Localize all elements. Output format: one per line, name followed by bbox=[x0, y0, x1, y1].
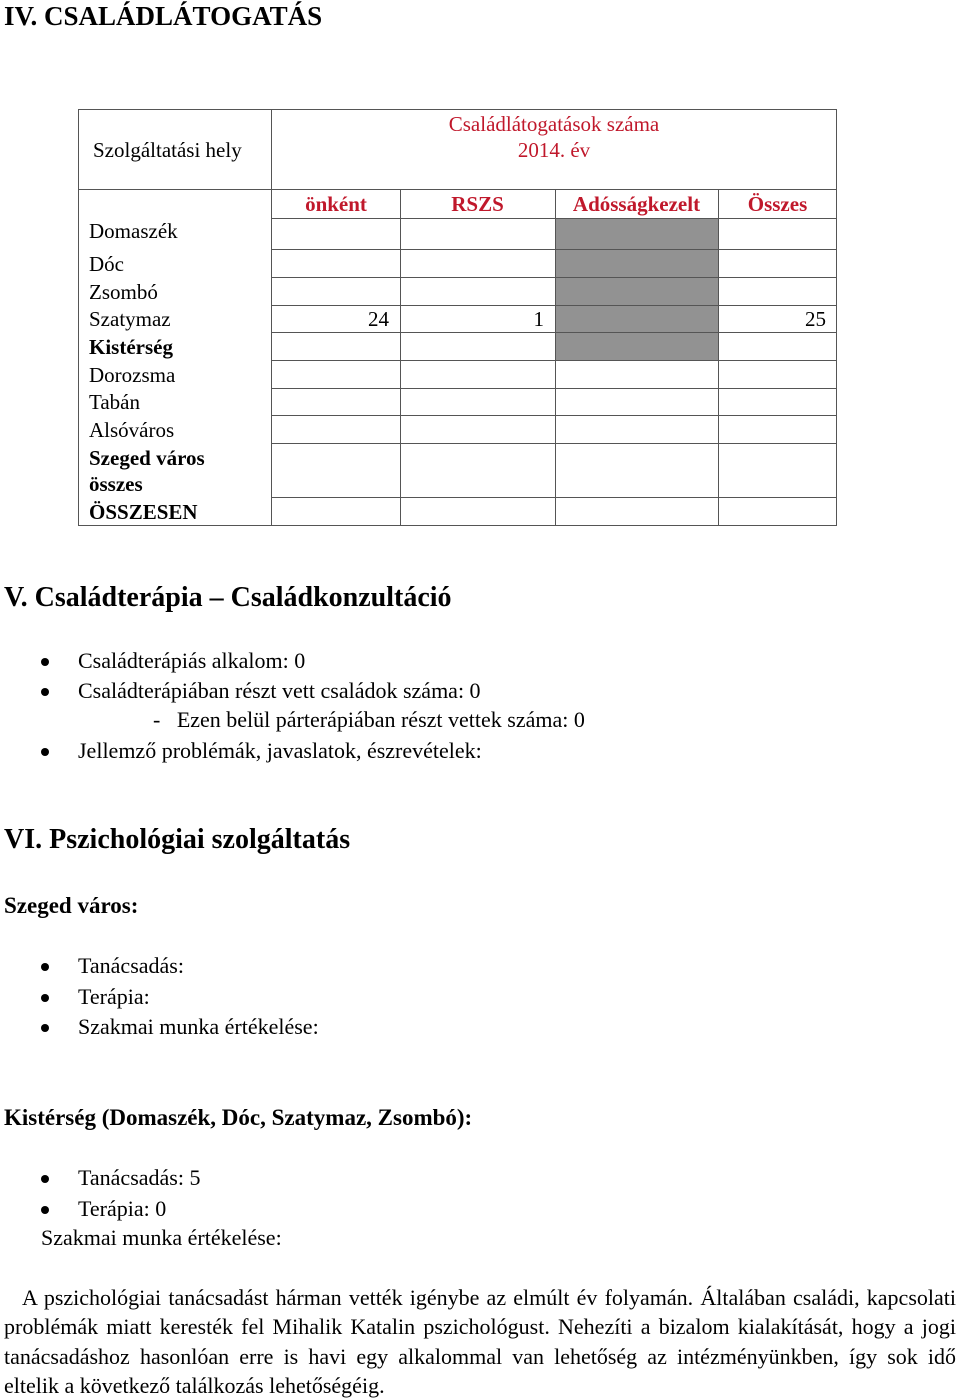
row-place: Szeged város bbox=[89, 446, 205, 470]
section-5-title: V. Családterápia – Családkonzultáció bbox=[4, 582, 452, 613]
list-item: Családterápiás alkalom: 0 bbox=[78, 648, 306, 673]
column-header: Összes bbox=[747, 192, 808, 216]
bullet bbox=[41, 688, 49, 696]
region-eval-label: Szakmai munka értékelése: bbox=[41, 1225, 282, 1250]
shaded-cells bbox=[555, 219, 718, 360]
sub-list-item: - Ezen belül párterápiában részt vettek száma: 0 bbox=[153, 707, 585, 732]
row-place: Szatymaz bbox=[89, 307, 171, 331]
row-place: ÖSSZESEN bbox=[89, 500, 198, 524]
cell-value: 25 bbox=[805, 307, 826, 331]
paragraph-text: A pszichológiai tanácsadást hárman vették igénybe az elmúlt év folyamán. Általában családi, kapcsolati problémák miatt keresték fel Mihalik Katalin pszichológust. Nehezíti a bizalom kialakítását, hogy a jogi tanácsadáshoz hasonlóan erre is havi egy alkalommal van lehetőség az intézményünkben, így sok idő eltelik a következő találkozás lehetőségéig. bbox=[4, 1285, 956, 1398]
cell-value: 1 bbox=[533, 307, 544, 331]
row-place-line2: összes bbox=[89, 472, 143, 496]
bullet bbox=[41, 1024, 49, 1032]
row-place: Alsóváros bbox=[89, 418, 175, 442]
cell-value: 24 bbox=[368, 307, 389, 331]
list-item: Tanácsadás: bbox=[78, 953, 184, 978]
list-item: Szakmai munka értékelése: bbox=[78, 1014, 319, 1039]
list-item: Családterápiában részt vett családok száma: 0 bbox=[78, 678, 481, 703]
city-heading: Szeged város: bbox=[4, 893, 139, 918]
row-place: Dóc bbox=[89, 252, 124, 276]
list-item: Tanácsadás: 5 bbox=[78, 1165, 201, 1190]
bullet bbox=[41, 1206, 49, 1214]
bullet bbox=[41, 1175, 49, 1183]
list-item: Terápia: 0 bbox=[78, 1196, 167, 1221]
bullet bbox=[41, 748, 49, 756]
bullet bbox=[41, 963, 49, 971]
row-place: Domaszék bbox=[89, 219, 178, 243]
column-header: önként bbox=[305, 192, 367, 216]
region-heading: Kistérség (Domaszék, Dóc, Szatymaz, Zsombó): bbox=[4, 1105, 473, 1130]
place-header: Szolgáltatási hely bbox=[93, 138, 242, 162]
column-header: RSZS bbox=[451, 192, 504, 216]
list-item: Terápia: bbox=[78, 984, 150, 1009]
column-header: Adósságkezelt bbox=[572, 192, 701, 216]
visits-header: Családlátogatások száma bbox=[448, 112, 660, 136]
row-place: Zsombó bbox=[89, 280, 158, 304]
row-place: Tabán bbox=[89, 390, 141, 414]
family-visits-table bbox=[78, 109, 837, 526]
bullet bbox=[41, 994, 49, 1002]
list-item: Jellemző problémák, javaslatok, észrevételek: bbox=[78, 738, 482, 763]
row-place: Dorozsma bbox=[89, 363, 176, 387]
row-place: Kistérség bbox=[89, 335, 173, 359]
section-6-title: VI. Pszichológiai szolgáltatás bbox=[4, 824, 351, 855]
bullet bbox=[41, 658, 49, 666]
visits-year: 2014. év bbox=[517, 138, 591, 162]
section-4-title: IV. CSALÁDLÁTOGATÁS bbox=[4, 1, 323, 31]
evaluation-paragraph bbox=[4, 1283, 956, 1400]
